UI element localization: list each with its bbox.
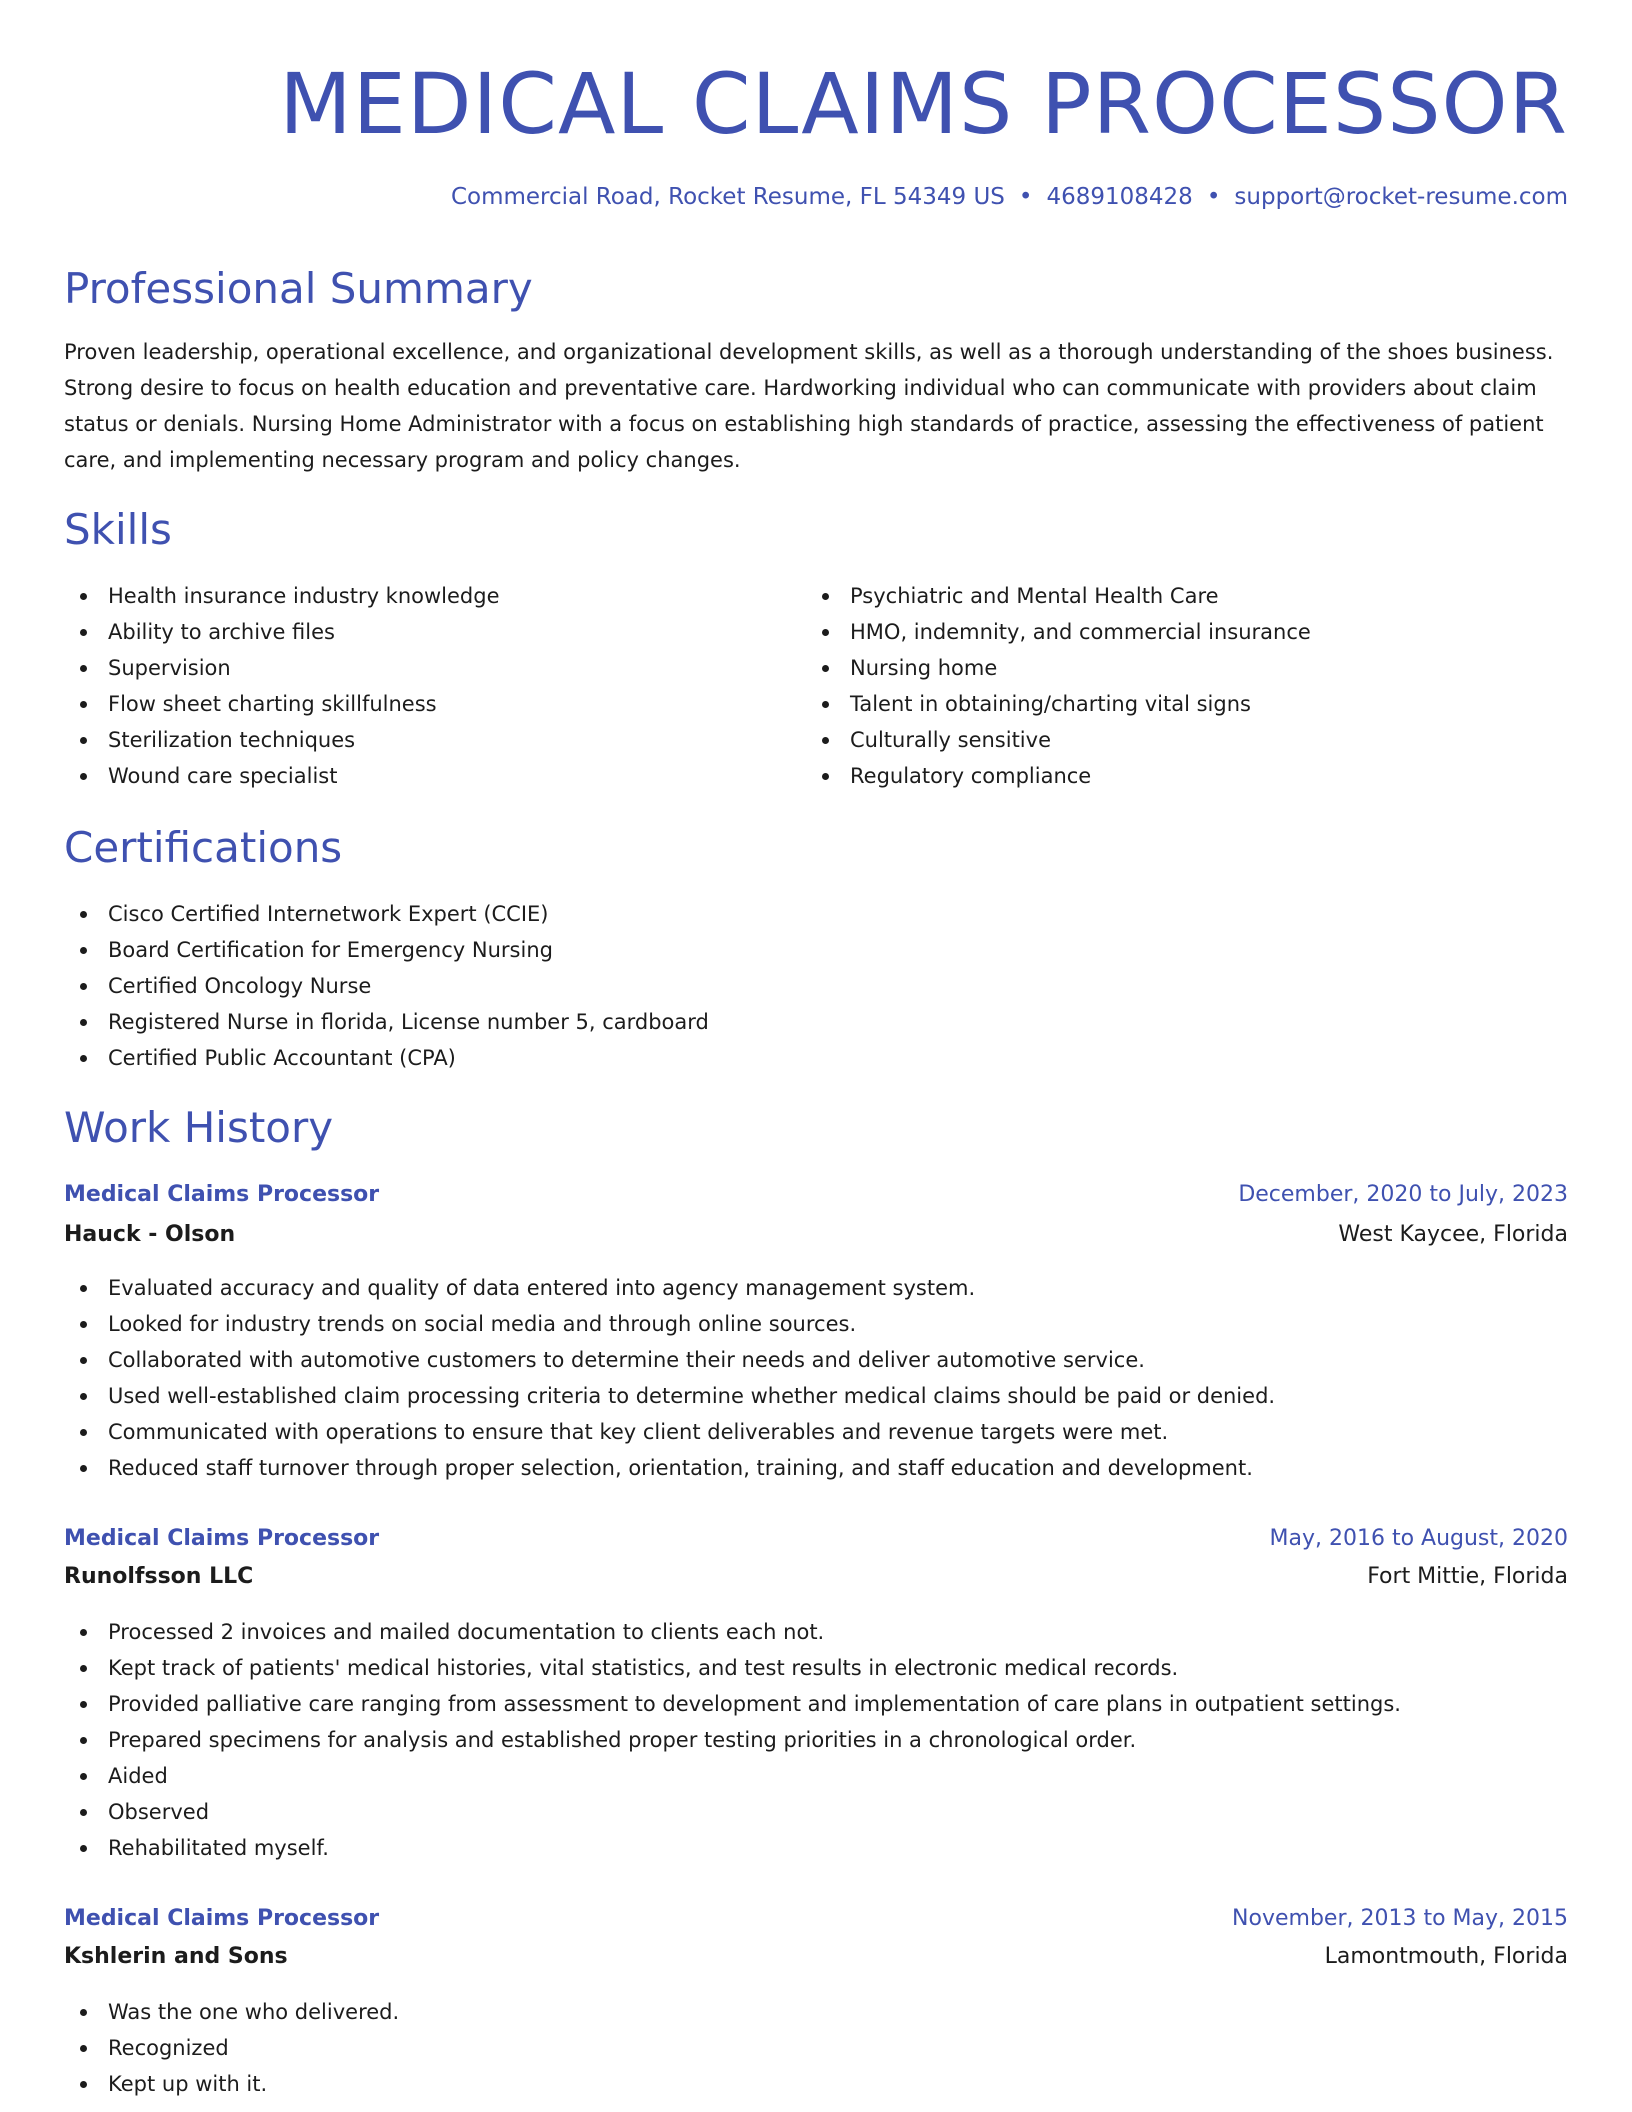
resume-title: MEDICAL CLAIMS PROCESSOR [279,55,1568,153]
contact-email[interactable]: support@rocket-resume.com [1234,184,1568,210]
skill-item: Regulatory compliance [806,758,1311,794]
job-duty-item: Kept track of patients' medical histories, vital statistics, and test results in electronic medical records. [64,1650,1401,1686]
skill-item: Ability to archive files [64,614,500,650]
certification-item: Certified Public Accountant (CPA) [64,1040,709,1076]
skill-item: Supervision [64,650,500,686]
job-duties-list [64,1270,1275,1486]
skill-item: Health insurance industry knowledge [64,578,500,614]
certifications-heading: Certifications [64,823,343,872]
job-duty-item: Was the one who delivered. [64,1994,399,2030]
work-history-heading: Work History [64,1103,334,1152]
skill-item: Flow sheet charting skillfulness [64,686,500,722]
job-dates: May, 2016 to August, 2020 [1269,1526,1568,1551]
skill-item: Nursing home [806,650,1311,686]
job-duty-item: Processed 2 invoices and mailed documentation to clients each not. [64,1614,1401,1650]
job-duty-item: Observed [64,1794,1401,1830]
contact-phone: 4689108428 [1046,184,1193,210]
skill-item: Talent in obtaining/charting vital signs [806,686,1311,722]
contact-address: Commercial Road, Rocket Resume, FL 54349 US [450,184,1005,210]
job-title: Medical Claims Processor [64,1526,380,1551]
job-duty-item: Communicated with operations to ensure that key client deliverables and revenue targets were met. [64,1414,1275,1450]
skills-list-right [806,578,1311,794]
job-duty-item: Used well-established claim processing criteria to determine whether medical claims should be paid or denied. [64,1378,1275,1414]
skill-item: Psychiatric and Mental Health Care [806,578,1311,614]
job-location: Lamontmouth, Florida [1324,1944,1568,1969]
certification-item: Cisco Certified Internetwork Expert (CCIE) [64,896,709,932]
skills-list-left [64,578,500,794]
skill-item: Wound care specialist [64,758,500,794]
job-duty-item: Prepared specimens for analysis and established proper testing priorities in a chronological order. [64,1722,1401,1758]
job-company: Runolfsson LLC [64,1564,254,1589]
job-duty-item: Provided palliative care ranging from assessment to development and implementation of care plans in outpatient settings. [64,1686,1401,1722]
job-duty-item: Evaluated accuracy and quality of data entered into agency management system. [64,1270,1275,1306]
job-duties-list [64,1994,399,2102]
job-duty-item: Aided [64,1758,1401,1794]
summary-text: Proven leadership, operational excellence, and organizational development skills, as well as a thorough understanding of the shoes business. Strong desire to focus on health education and preventative care. Hardworking individual who can communicate with providers about claim status or denials. Nursing Home Administrator with a focus on establishing high standards of practice, assessing the effectiveness of patient care, and implementing necessary program and policy changes. [64,340,1554,472]
summary-heading: Professional Summary [64,264,533,313]
certification-item: Certified Oncology Nurse [64,968,709,1004]
skill-item: Culturally sensitive [806,722,1311,758]
contact-line [451,180,1568,214]
skill-item: Sterilization techniques [64,722,500,758]
job-duty-item: Looked for industry trends on social media and through online sources. [64,1306,1275,1342]
job-duty-item: Reduced staff turnover through proper selection, orientation, training, and staff education and development. [64,1450,1275,1486]
job-duty-item: Kept up with it. [64,2066,399,2102]
resume-page [64,0,1568,2112]
job-dates: November, 2013 to May, 2015 [1232,1906,1568,1931]
job-location: West Kaycee, Florida [1338,1222,1568,1247]
job-duty-item: Recognized [64,2030,399,2066]
skills-heading: Skills [64,505,172,554]
certification-item: Registered Nurse in florida, License number 5, cardboard [64,1004,709,1040]
job-title: Medical Claims Processor [64,1182,380,1207]
job-duties-list [64,1614,1401,1866]
job-company: Kshlerin and Sons [64,1944,288,1969]
contact-separator: • [1206,184,1221,210]
contact-separator: • [1018,184,1033,210]
job-dates: December, 2020 to July, 2023 [1238,1182,1568,1207]
job-title: Medical Claims Processor [64,1906,380,1931]
job-duty-item: Rehabilitated myself. [64,1830,1401,1866]
job-company: Hauck - Olson [64,1222,236,1247]
skill-item: HMO, indemnity, and commercial insurance [806,614,1311,650]
certification-item: Board Certification for Emergency Nursing [64,932,709,968]
job-location: Fort Mittie, Florida [1367,1564,1568,1589]
certifications-list [64,896,709,1076]
job-duty-item: Collaborated with automotive customers to determine their needs and deliver automotive service. [64,1342,1275,1378]
